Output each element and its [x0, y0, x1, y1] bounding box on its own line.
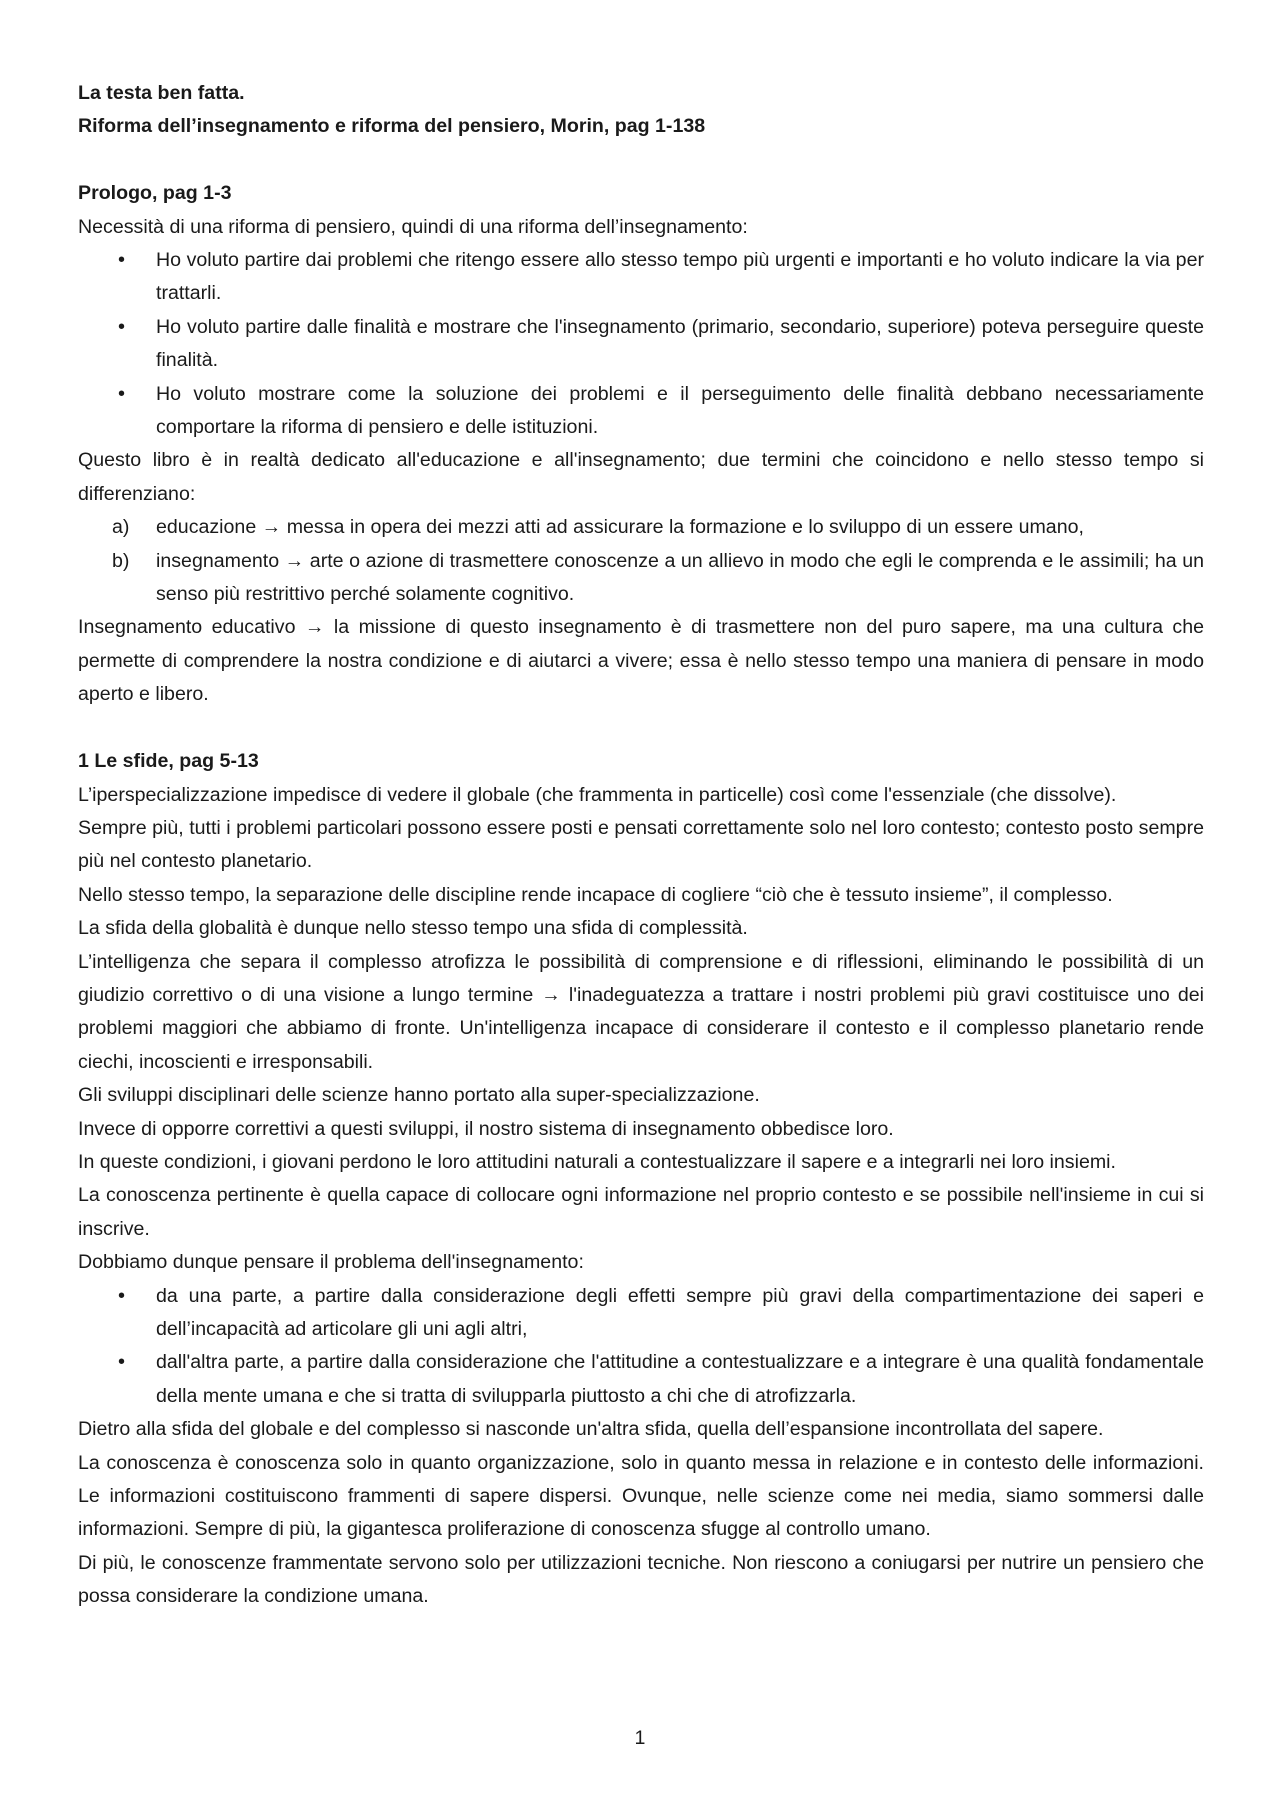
- paragraph: L’intelligenza che separa il complesso atrofizza le possibilità di comprensione e di riflessioni, eliminando le possibilità di un giudizio correttivo o di una visione a lungo termine → l'inadeguatezza a trattare i nostri problemi più gravi costituisce uno dei problemi maggiori che abbiamo di fronte. Un'intelligenza incapace di considerare il contesto e il complesso planetario rende ciechi, incoscienti e irresponsabili.: [78, 950, 1204, 1073]
- list-item: [78, 545, 1204, 612]
- spacer: [78, 712, 1204, 745]
- list-item: • da una parte, a partire dalla considerazione degli effetti sempre più gravi della compartimentazione dei saperi e dell’incapacità ad articolare gli uni agli altri,: [78, 1280, 1204, 1347]
- paragraph: Dietro alla sfida del globale e del complesso si nasconde un'altra sfida, quella dell’espansione incontrollata del sapere.: [78, 1418, 1104, 1441]
- paragraph: Questo libro è in realtà dedicato all'educazione e all'insegnamento; due termini che coincidono e nello stesso tempo si differenziano:: [78, 449, 1204, 505]
- list-item: • dall'altra parte, a partire dalla considerazione che l'attitudine a contestualizzare e a integrare è una qualità fondamentale della mente umana e che si tratta di svilupparla piuttosto a chi che di atrofizzarla.: [78, 1346, 1204, 1413]
- bullet-list-prologo: [78, 244, 1204, 444]
- lettered-list: [78, 511, 1204, 611]
- paragraph: Necessità di una riforma di pensiero, quindi di una riforma dell’insegnamento:: [78, 215, 748, 238]
- section-heading-prologo: Prologo, pag 1-3: [78, 182, 232, 205]
- paragraph: Di più, le conoscenze frammentate servono solo per utilizzazioni tecniche. Non riescono a coniugarsi per nutrire un pensiero che possa considerare la condizione umana.: [78, 1551, 1204, 1608]
- document-title: La testa ben fatta.: [78, 82, 245, 104]
- list-item-text: educazione → messa in opera dei mezzi atti ad assicurare la formazione e lo sviluppo di un essere umano,: [156, 516, 1084, 539]
- paragraph: La conoscenza è conoscenza solo in quanto organizzazione, solo in quanto messa in relazione e in contesto delle informazioni. Le informazioni costituiscono frammenti di sapere dispersi. Ovunque, nelle scienze come nei media, siamo sommersi dalle informazioni. Sempre di più, la gigantesca proliferazione di conoscenza sfugge al controllo umano.: [78, 1451, 1204, 1541]
- document-page: [78, 77, 1204, 1614]
- list-item: • Ho voluto partire dalle finalità e mostrare che l'insegnamento (primario, secondario, superiore) poteva perseguire queste finalità.: [78, 311, 1204, 378]
- paragraph: Dobbiamo dunque pensare il problema dell'insegnamento:: [78, 1251, 584, 1274]
- list-item-text: insegnamento → arte o azione di trasmettere conoscenze a un allievo in modo che egli le comprenda e le assimili; ha un senso più restrittivo perché solamente cognitivo.: [156, 549, 1204, 606]
- paragraph: Insegnamento educativo → la missione di questo insegnamento è di trasmettere non del puro sapere, ma una cultura che permette di comprendere la nostra condizione e di aiutarci a vivere; essa è nello stesso tempo una maniera di pensare in modo aperto e libero.: [78, 616, 1204, 706]
- list-marker: a): [112, 516, 130, 539]
- paragraph: L’iperspecializzazione impedisce di vedere il globale (che frammenta in particelle) così come l'essenziale (che dissolve).: [78, 783, 1117, 806]
- list-marker: b): [112, 549, 130, 572]
- paragraph: Sempre più, tutti i problemi particolari possono essere posti e pensati correttamente solo nel loro contesto; contesto posto sempre più nel contesto planetario.: [78, 816, 1204, 873]
- bullet-list-sfide: [78, 1280, 1204, 1414]
- list-item: • Ho voluto mostrare come la soluzione dei problemi e il perseguimento delle finalità debbano necessariamente comportare la riforma di pensiero e delle istituzioni.: [78, 378, 1204, 445]
- section-heading-sfide: 1 Le sfide, pag 5-13: [78, 750, 259, 773]
- paragraph: Nello stesso tempo, la separazione delle discipline rende incapace di cogliere “ciò che è tessuto insieme”, il complesso.: [78, 883, 1113, 906]
- list-item: [78, 511, 1204, 544]
- page-number: 1: [634, 1727, 646, 1749]
- list-item: • Ho voluto partire dai problemi che ritengo essere allo stesso tempo più urgenti e importanti e ho voluto indicare la via per trattarli.: [78, 244, 1204, 311]
- document-subtitle: Riforma dell’insegnamento e riforma del pensiero, Morin, pag 1-138: [78, 115, 706, 138]
- paragraph: La conoscenza pertinente è quella capace di collocare ogni informazione nel proprio contesto e se possibile nell'insieme in cui si inscrive.: [78, 1184, 1204, 1240]
- paragraph: Invece di opporre correttivi a questi sviluppi, il nostro sistema di insegnamento obbedisce loro.: [78, 1117, 894, 1140]
- paragraph: La sfida della globalità è dunque nello stesso tempo una sfida di complessità.: [78, 917, 748, 940]
- paragraph: Gli sviluppi disciplinari delle scienze hanno portato alla super-specializzazione.: [78, 1084, 760, 1107]
- spacer: [78, 144, 1204, 177]
- paragraph: In queste condizioni, i giovani perdono le loro attitudini naturali a contestualizzare il sapere e a integrarli nei loro insiemi.: [78, 1150, 1116, 1173]
